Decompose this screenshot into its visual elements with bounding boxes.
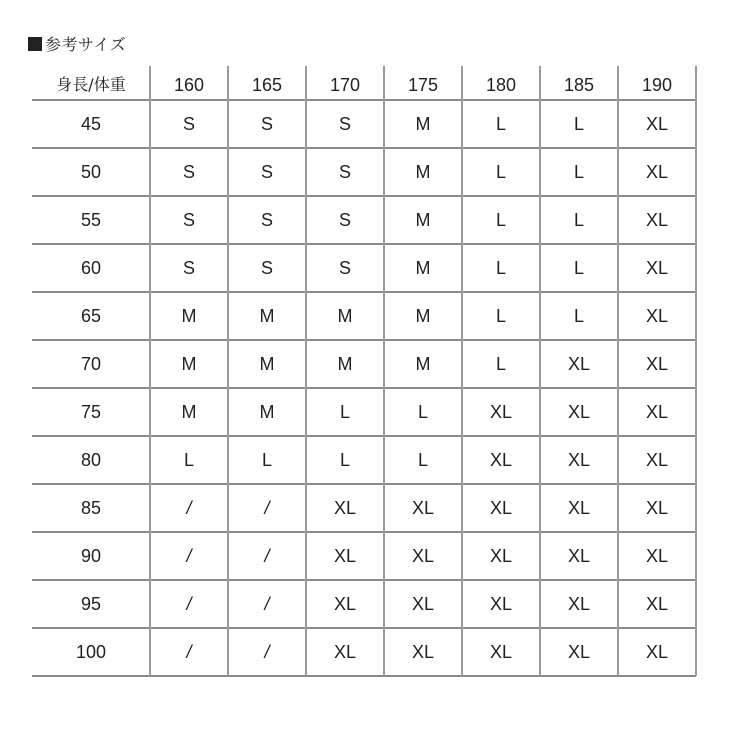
row-divider xyxy=(32,339,696,341)
size-cell: XL xyxy=(333,593,357,614)
weight-label-60: 60 xyxy=(80,257,102,278)
size-cell: XL xyxy=(645,305,669,326)
size-cell: M xyxy=(415,113,431,134)
size-cell: M xyxy=(415,161,431,182)
size-cell: / xyxy=(186,545,192,566)
size-cell: M xyxy=(259,305,275,326)
size-cell: L xyxy=(339,401,350,422)
size-cell: XL xyxy=(411,641,435,662)
weight-label-55: 55 xyxy=(80,209,102,230)
size-cell: L xyxy=(573,113,584,134)
size-cell: XL xyxy=(567,353,591,374)
size-cell: L xyxy=(495,305,506,326)
size-cell: XL xyxy=(489,545,513,566)
weight-label-50: 50 xyxy=(80,161,102,182)
size-cell: L xyxy=(495,353,506,374)
size-cell: XL xyxy=(645,593,669,614)
size-cell: S xyxy=(260,257,273,278)
column-divider xyxy=(539,66,541,676)
size-cell: XL xyxy=(489,641,513,662)
weight-label-100: 100 xyxy=(75,641,107,662)
weight-label-85: 85 xyxy=(80,497,102,518)
size-cell: XL xyxy=(645,209,669,230)
size-cell: XL xyxy=(567,449,591,470)
size-cell: M xyxy=(259,353,275,374)
size-cell: XL xyxy=(645,497,669,518)
size-cell: XL xyxy=(567,497,591,518)
size-cell: L xyxy=(495,113,506,134)
size-cell: M xyxy=(181,305,197,326)
row-divider xyxy=(32,531,696,533)
row-divider xyxy=(32,579,696,581)
weight-label-65: 65 xyxy=(80,305,102,326)
row-divider xyxy=(32,195,696,197)
size-cell: L xyxy=(495,209,506,230)
size-cell: M xyxy=(181,353,197,374)
size-cell: S xyxy=(182,209,195,230)
size-cell: XL xyxy=(645,113,669,134)
size-cell: XL xyxy=(645,257,669,278)
size-cell: XL xyxy=(645,353,669,374)
height-header-185: 185 xyxy=(563,74,595,95)
column-divider xyxy=(305,66,307,676)
size-cell: L xyxy=(339,449,350,470)
row-divider xyxy=(32,675,696,677)
size-cell: XL xyxy=(567,593,591,614)
column-divider xyxy=(149,66,151,676)
size-cell: S xyxy=(182,161,195,182)
weight-label-95: 95 xyxy=(80,593,102,614)
size-cell: / xyxy=(264,593,270,614)
size-cell: S xyxy=(338,209,351,230)
size-cell: XL xyxy=(567,641,591,662)
size-cell: L xyxy=(495,257,506,278)
size-cell: L xyxy=(495,161,506,182)
weight-label-75: 75 xyxy=(80,401,102,422)
size-cell: S xyxy=(338,113,351,134)
weight-label-80: 80 xyxy=(80,449,102,470)
size-cell: XL xyxy=(411,545,435,566)
row-divider xyxy=(32,243,696,245)
row-divider xyxy=(32,147,696,149)
column-divider xyxy=(383,66,385,676)
column-divider xyxy=(461,66,463,676)
size-cell: S xyxy=(338,161,351,182)
weight-label-90: 90 xyxy=(80,545,102,566)
row-divider xyxy=(32,291,696,293)
height-header-165: 165 xyxy=(251,74,283,95)
size-cell: XL xyxy=(333,545,357,566)
size-cell: XL xyxy=(489,449,513,470)
size-cell: M xyxy=(259,401,275,422)
size-cell: XL xyxy=(333,497,357,518)
size-cell: S xyxy=(182,113,195,134)
size-cell: M xyxy=(337,305,353,326)
column-divider xyxy=(617,66,619,676)
size-table xyxy=(32,66,708,678)
size-cell: XL xyxy=(645,449,669,470)
size-cell: XL xyxy=(645,401,669,422)
height-header-180: 180 xyxy=(485,74,517,95)
size-cell: / xyxy=(186,641,192,662)
size-cell: L xyxy=(573,257,584,278)
height-header-170: 170 xyxy=(329,74,361,95)
size-cell: XL xyxy=(645,545,669,566)
size-cell: M xyxy=(337,353,353,374)
size-cell: XL xyxy=(333,641,357,662)
size-cell: S xyxy=(182,257,195,278)
column-divider xyxy=(695,66,697,676)
height-header-190: 190 xyxy=(641,74,673,95)
size-cell: XL xyxy=(567,401,591,422)
weight-label-45: 45 xyxy=(80,113,102,134)
size-cell: XL xyxy=(489,401,513,422)
size-cell: S xyxy=(260,209,273,230)
size-cell: XL xyxy=(645,641,669,662)
row-divider xyxy=(32,483,696,485)
column-divider xyxy=(227,66,229,676)
square-bullet-icon xyxy=(28,37,42,51)
size-cell: L xyxy=(573,305,584,326)
size-cell: L xyxy=(417,401,428,422)
row-divider xyxy=(32,435,696,437)
size-cell: XL xyxy=(489,593,513,614)
row-divider xyxy=(32,387,696,389)
chart-title xyxy=(28,32,126,55)
size-cell: XL xyxy=(489,497,513,518)
size-cell: L xyxy=(261,449,272,470)
size-cell: / xyxy=(264,641,270,662)
size-cell: L xyxy=(573,161,584,182)
size-cell: M xyxy=(415,353,431,374)
size-cell: M xyxy=(415,209,431,230)
row-divider xyxy=(32,627,696,629)
height-header-175: 175 xyxy=(407,74,439,95)
size-cell: M xyxy=(181,401,197,422)
size-cell: S xyxy=(338,257,351,278)
height-header-160: 160 xyxy=(173,74,205,95)
chart-title-text: 参考サイズ xyxy=(45,35,127,54)
size-cell: / xyxy=(264,497,270,518)
size-cell: XL xyxy=(645,161,669,182)
size-cell: / xyxy=(186,497,192,518)
size-cell: M xyxy=(415,305,431,326)
size-cell: L xyxy=(417,449,428,470)
size-cell: / xyxy=(186,593,192,614)
corner-header: 身長/体重 xyxy=(56,74,126,94)
weight-label-70: 70 xyxy=(80,353,102,374)
size-cell: M xyxy=(415,257,431,278)
size-cell: XL xyxy=(411,593,435,614)
size-cell: / xyxy=(264,545,270,566)
row-divider xyxy=(32,99,696,101)
size-cell: L xyxy=(183,449,194,470)
size-cell: XL xyxy=(567,545,591,566)
size-cell: L xyxy=(573,209,584,230)
size-cell: S xyxy=(260,113,273,134)
size-cell: XL xyxy=(411,497,435,518)
size-cell: S xyxy=(260,161,273,182)
